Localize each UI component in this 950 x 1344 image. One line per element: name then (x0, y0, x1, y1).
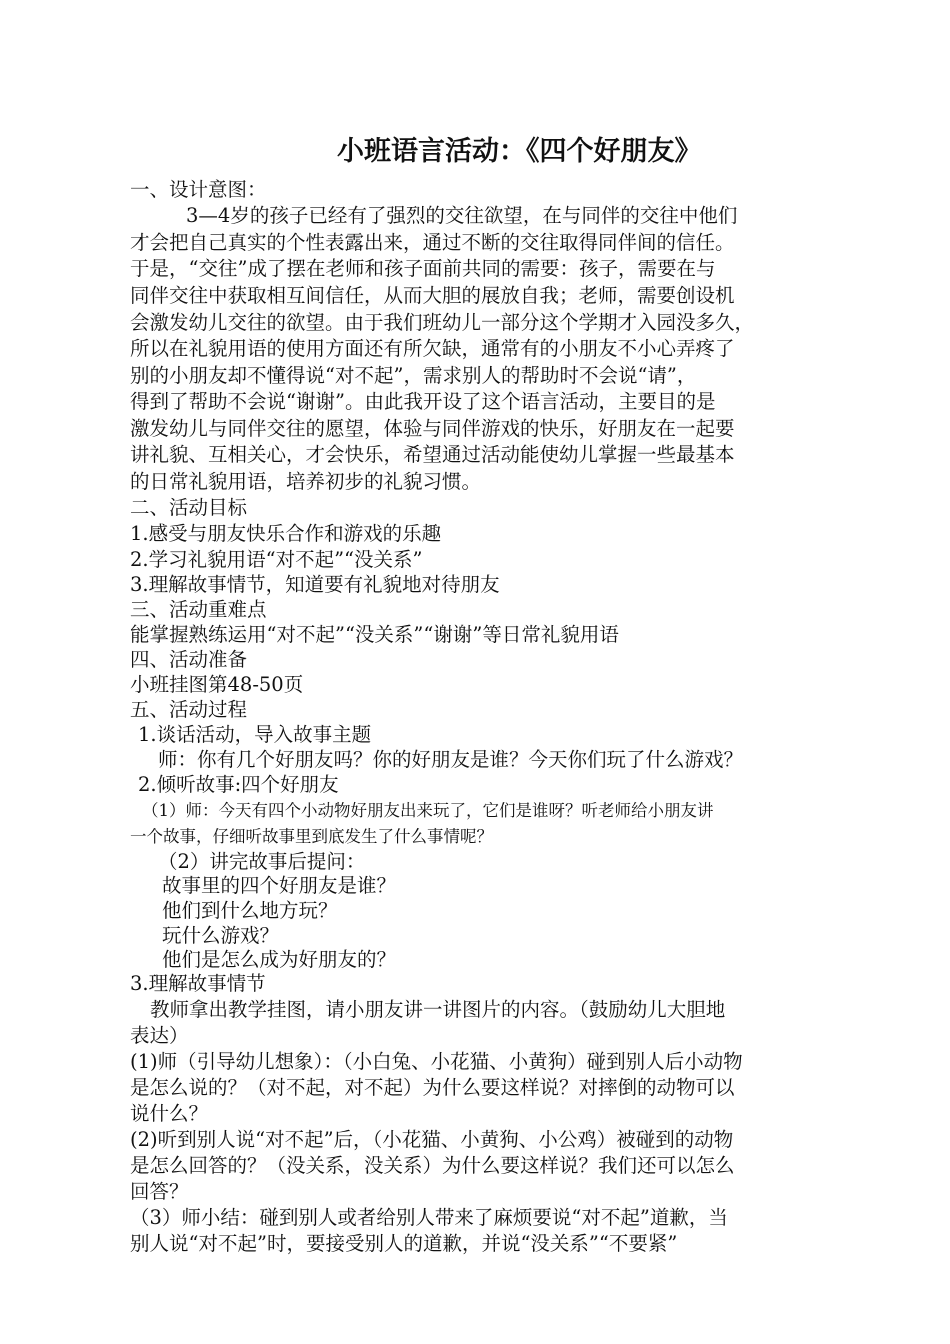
paragraph-line: 才会把自己真实的个性表露出来，通过不断的交往取得同伴间的信任。 (130, 231, 735, 254)
document-title: 小班语言活动：《四个好朋友》 (337, 136, 702, 167)
section-heading-design-intent: 一、设计意图： (130, 178, 267, 201)
paragraph-line: 回答？ (130, 1180, 189, 1203)
step-text: 一个故事，仔细听故事里到底发生了什么事情呢？ (130, 827, 493, 846)
paragraph-line: （3）师小结：碰到别人或者给别人带来了麻烦要说“对不起”道歉，当 (130, 1206, 728, 1229)
paragraph-line: 说什么？ (130, 1102, 209, 1125)
paragraph-line: 所以在礼貌用语的使用方面还有所欠缺，通常有的小朋友不小心弄疼了 (130, 337, 735, 360)
step-heading: 1.谈话活动，导入故事主题 (138, 723, 372, 746)
step-text: （1）师：今天有四个小动物好朋友出来玩了，它们是谁呀？听老师给小朋友讲 (142, 801, 714, 820)
paragraph-line: 3—4岁的孩子已经有了强烈的交往欲望，在与同伴的交往中他们 (186, 204, 738, 227)
section-heading-process: 五、活动过程 (130, 698, 248, 721)
question-item: 玩什么游戏？ (162, 924, 280, 947)
paragraph-line: 于是，“交往”成了摆在老师和孩子面前共同的需要：孩子，需要在与 (130, 257, 716, 280)
key-points-text: 能掌握熟练运用“对不起”“没关系”“谢谢”等日常礼貌用语 (130, 623, 619, 646)
section-heading-key-points: 三、活动重难点 (130, 598, 267, 621)
preparation-text: 小班挂图第48-50页 (130, 673, 304, 696)
paragraph-line: 的日常礼貌用语，培养初步的礼貌习惯。 (130, 470, 482, 493)
step-text: 教师拿出教学挂图，请小朋友讲一讲图片的内容。（鼓励幼儿大胆地 (150, 998, 726, 1021)
paragraph-line: 讲礼貌、互相关心，才会快乐，希望通过活动能使幼儿掌握一些最基本 (130, 443, 735, 466)
step-heading: 2.倾听故事:四个好朋友 (138, 773, 339, 796)
step-text: 师：你有几个好朋友吗？你的好朋友是谁？今天你们玩了什么游戏？ (158, 748, 744, 771)
question-item: 他们到什么地方玩？ (162, 899, 338, 922)
paragraph-line: 激发幼儿与同伴交往的愿望，体验与同伴游戏的快乐，好朋友在一起要 (130, 417, 735, 440)
goal-item: 3.理解故事情节，知道要有礼貌地对待朋友 (130, 573, 500, 596)
paragraph-line: 是怎么回答的？（没关系，没关系）为什么要这样说？我们还可以怎么 (130, 1154, 735, 1177)
step-heading: 3.理解故事情节 (130, 972, 266, 995)
paragraph-line: 是怎么说的？（对不起，对不起）为什么要这样说？对摔倒的动物可以 (130, 1076, 735, 1099)
paragraph-line: 会激发幼儿交往的欲望。由于我们班幼儿一部分这个学期才入园没多久， (130, 311, 755, 334)
question-item: 他们是怎么成为好朋友的？ (162, 948, 397, 971)
sub-heading: （2）讲完故事后提问： (158, 850, 366, 873)
section-heading-preparation: 四、活动准备 (130, 648, 248, 671)
step-text: 表达） (130, 1024, 189, 1047)
section-heading-goals: 二、活动目标 (130, 496, 248, 519)
paragraph-line: (2)听到别人说“对不起”后，（小花猫、小黄狗、小公鸡）被碰到的动物 (130, 1128, 734, 1151)
goal-item: 1.感受与朋友快乐合作和游戏的乐趣 (130, 522, 442, 545)
question-item: 故事里的四个好朋友是谁？ (162, 874, 397, 897)
paragraph-line: 别人说“对不起”时，要接受别人的道歉，并说“没关系”“不要紧” (130, 1232, 678, 1255)
paragraph-line: (1)师（引导幼儿想象）：（小白兔、小花猫、小黄狗）碰到别人后小动物 (130, 1050, 743, 1073)
paragraph-line: 别的小朋友却不懂得说“对不起”，需求别人的帮助时不会说“请”， (130, 364, 697, 387)
paragraph-line: 得到了帮助不会说“谢谢”。由此我开设了这个语言活动，主要目的是 (130, 390, 716, 413)
paragraph-line: 同伴交往中获取相互间信任，从而大胆的展放自我；老师，需要创设机 (130, 284, 735, 307)
goal-item: 2.学习礼貌用语“对不起”“没关系” (130, 548, 423, 571)
